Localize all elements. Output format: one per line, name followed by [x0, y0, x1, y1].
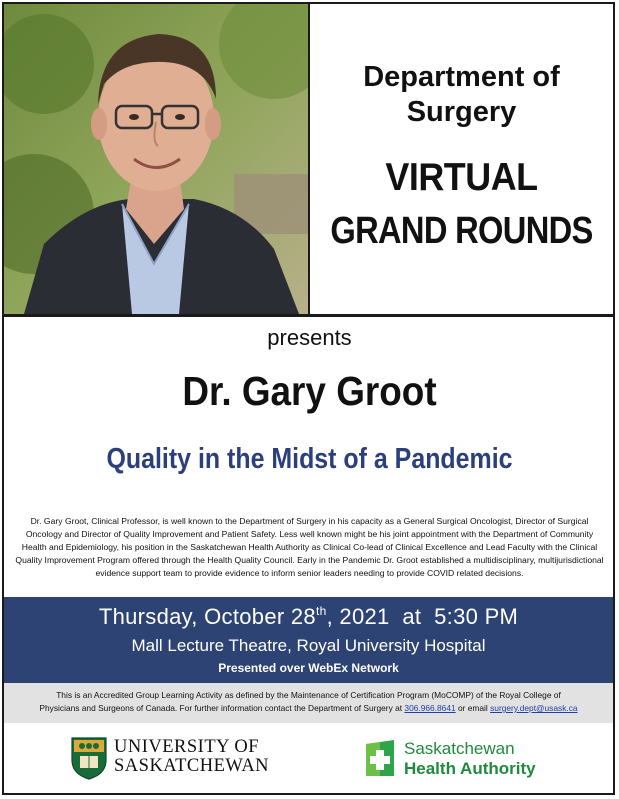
sha-name-line1: Saskatchewan [404, 739, 515, 758]
email-link[interactable]: surgery.dept@usask.ca [490, 703, 578, 713]
grand-rounds-heading: GRAND ROUNDS [330, 210, 593, 252]
accreditation-note: This is an Accredited Group Learning Activity as defined by the Maintenance of Certification Program (MoCOMP) of the Royal College of Physicians and Surgeons of Canada. For further information contact the Department of Surgery at 306.966.8641 or email surgery.dept@usask.ca [4, 683, 613, 723]
event-details-band [4, 597, 613, 683]
sha-cross-icon [364, 738, 396, 778]
sha-name-line2: Health Authority [404, 759, 536, 778]
presents-label: presents [267, 325, 352, 350]
usask-name-line2: SASKATCHEWAN [114, 756, 270, 776]
usask-name-line1: UNIVERSITY OF [114, 737, 260, 757]
usask-logo [70, 736, 270, 784]
department-title: Department of Surgery [363, 61, 560, 128]
event-network: Presented over WebEx Network [218, 661, 399, 675]
event-date-time: Thursday, October 28th, 2021 at 5:30 PM [98, 604, 519, 629]
event-title-box [310, 4, 613, 314]
speaker-photo [4, 4, 310, 314]
speaker-bio: Dr. Gary Groot, Clinical Professor, is well known to the Department of Surgery in his capacity as a General Surgical Oncologist, Director of Surgical Oncology and Director of Quality Improvement and Patient Safety. Less well known might be his joint appointment with the Department of Community Health and Epidemiology, his position in the Saskatchewan Health Authority as Clinical Co-lead of Clinical Excellence and Lead Faculty with the Clinical Quality Improvement Program offered through the Health Quality Council. Early in the Pandemic Dr. Groot established a multidisciplinary, multijurisdictional evidence support team to provide evidence to inform senior leaders needing to provide COVID related decisions. [15, 516, 604, 578]
virtual-heading: VIRTUAL [385, 156, 538, 199]
phone-link[interactable]: 306.966.8641 [404, 703, 456, 713]
sha-logo [364, 738, 564, 784]
talk-title: Quality in the Midst of a Pandemic [106, 443, 513, 475]
section-divider [4, 314, 613, 317]
event-venue: Mall Lecture Theatre, Royal University Hospital [131, 636, 486, 655]
usask-crest-icon [70, 736, 108, 780]
speaker-name: Dr. Gary Groot [182, 368, 437, 414]
